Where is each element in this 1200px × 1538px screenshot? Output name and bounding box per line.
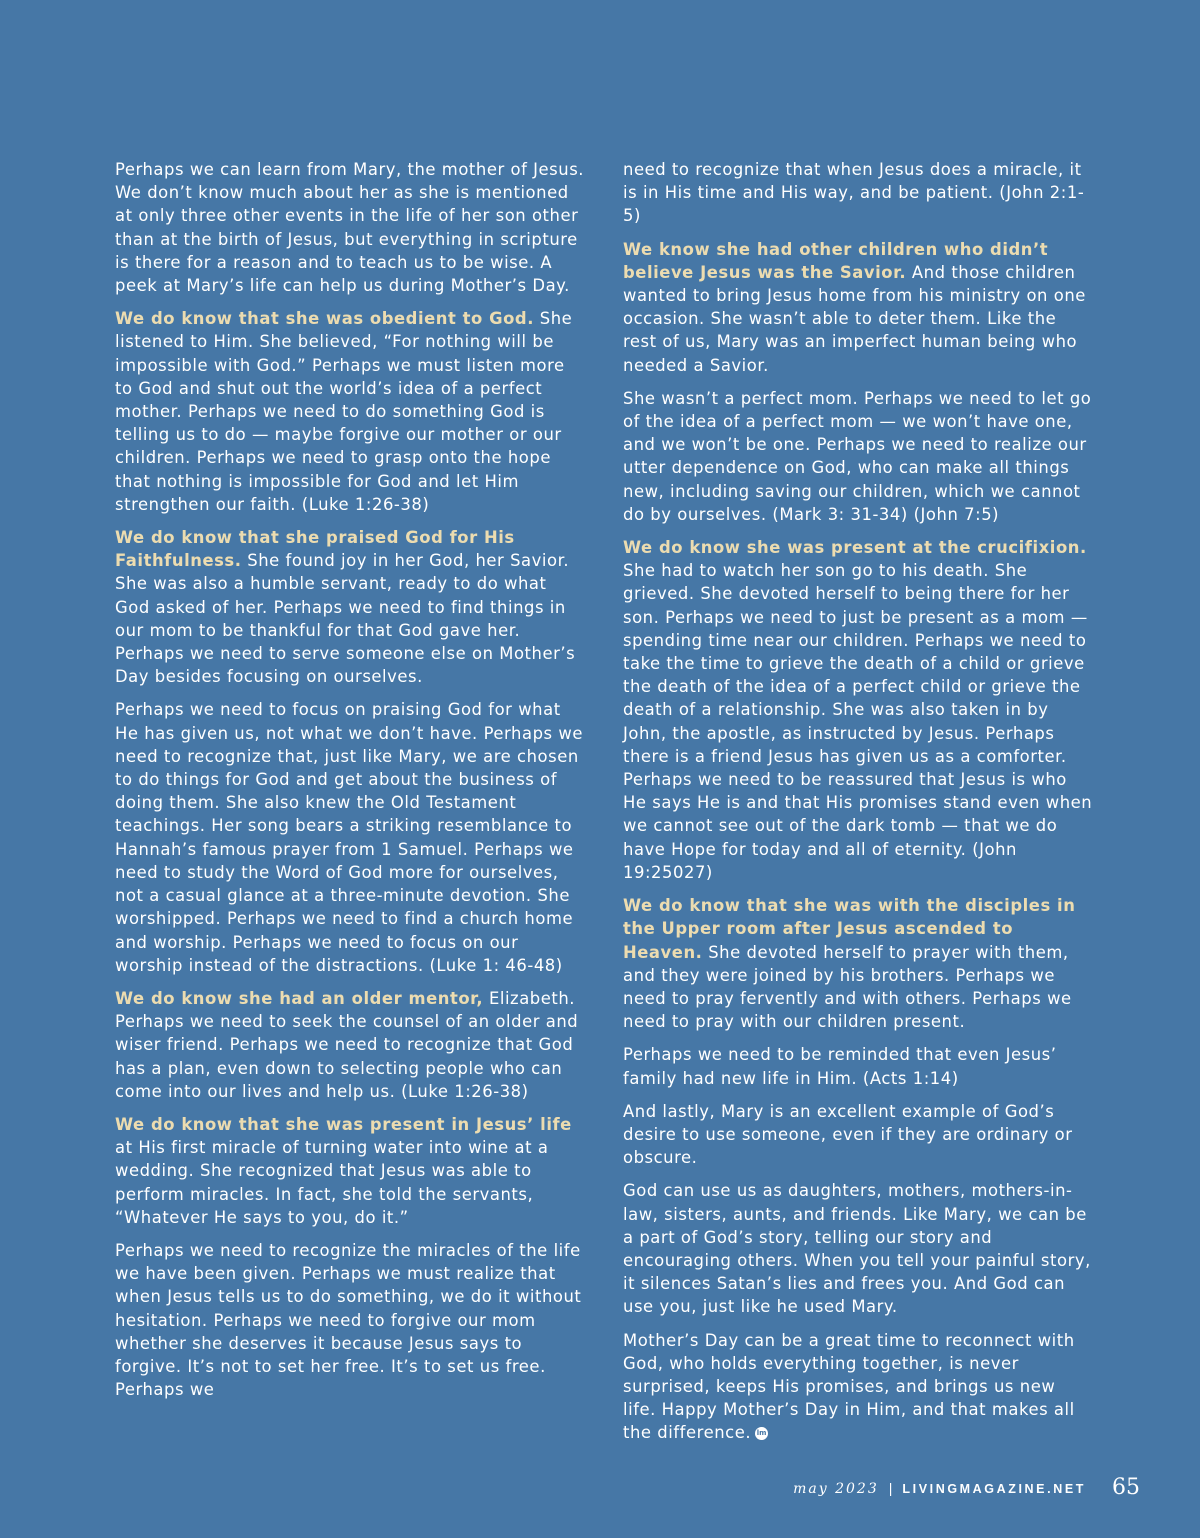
paragraph	[623, 894, 1093, 1033]
highlight-text: We do know that she was with the disciples in the Upper room after Jesus ascended to Heaven.	[623, 896, 1076, 962]
body-text: She listened to Him. She believed, “For nothing will be impossible with God.” Perhaps we must listen more to God and shut out the world’s idea of a perfect mother. Perhaps we need to do something God is telling us to do — maybe forgive our mother or our children. Perhaps we need to grasp onto the hope that nothing is impossible for God and let Him strengthen our faith. (Luke 1:26-38)	[115, 309, 573, 514]
paragraph	[623, 158, 1093, 228]
body-text: need to recognize that when Jesus does a miracle, it is in His time and His way, and be patient. (John 2:1-5)	[623, 160, 1085, 226]
body-text: God can use us as daughters, mothers, mothers-in-law, sisters, aunts, and friends. Like Mary, we can be a part of God’s story, telling our story and encouraging others. When you tell your painful story, it silences Satan’s lies and frees you. And God can use you, just like he used Mary.	[623, 1181, 1091, 1317]
page-number: 65	[1112, 1475, 1140, 1500]
paragraph	[115, 1239, 585, 1401]
paragraph	[623, 238, 1093, 377]
body-text: Perhaps we need to be reminded that even Jesus’ family had new life in Him. (Acts 1:14)	[623, 1045, 1057, 1088]
body-text: at His first miracle of turning water into wine at a wedding. She recognized that Jesus was able to perform miracles. In fact, she told the servants, “Whatever He says to you, do it.”	[115, 1138, 549, 1227]
highlight-text: We know she had other children who didn’t believe Jesus was the Savior.	[623, 239, 1049, 282]
highlight-text: We do know she was present at the crucifixion.	[623, 538, 1087, 558]
highlight-text: We do know that she was obedient to God.	[115, 309, 534, 329]
highlight-text: We do know that she praised God for His Faithfulness.	[115, 528, 515, 571]
footer-separator: |	[888, 1480, 893, 1496]
paragraph	[623, 1329, 1093, 1445]
paragraph	[115, 1113, 585, 1229]
body-text: She wasn’t a perfect mom. Perhaps we need to let go of the idea of a perfect mom — we won’t have one, and we won’t be one. Perhaps we need to realize our utter dependence on God, who can make all things new, including saving our children, which we cannot do by ourselves. (Mark 3: 31-34) (John 7:5)	[623, 388, 1092, 524]
body-text: She had to watch her son go to his death. She grieved. She devoted herself to being there for her son. Perhaps we need to just be present as a mom — spending time near our children. Perhaps we need to take the time to grieve the death of a child or grieve the death of the idea of a perfect child or grieve the death of a relationship. She was also taken in by John, the apostle, as instructed by Jesus. Perhaps there is a friend Jesus has given us as a comforter. Perhaps we need to be reassured that Jesus is who He says He is and that His promises stand even when we cannot see out of the dark tomb — that we do have Hope for today and all of eternity. (John 19:25027)	[623, 561, 1093, 882]
body-text: She devoted herself to prayer with them, and they were joined by his brothers. Perhaps we need to pray fervently and with others. Perhaps we need to pray with our children present.	[623, 942, 1072, 1032]
left-column	[115, 158, 585, 1411]
paragraph	[623, 1043, 1093, 1089]
body-text: Mother’s Day can be a great time to reconnect with God, who holds everything together, is never surprised, keeps His promises, and brings us new life. Happy Mother’s Day in Him, and that makes all the difference.	[623, 1330, 1075, 1443]
paragraph	[623, 536, 1093, 884]
right-column	[623, 158, 1093, 1455]
highlight-text: We do know that she was present in Jesus’ life	[115, 1114, 572, 1134]
page-footer	[700, 1474, 1140, 1499]
body-text: She found joy in her God, her Savior. She was also a humble servant, ready to do what God asked of her. Perhaps we need to find things in our mom to be thankful for that God gave her. Perhaps we need to serve someone else on Mother’s Day besides focusing on ourselves.	[115, 551, 576, 687]
paragraph	[623, 1179, 1093, 1318]
issue-date: may 2023	[793, 1481, 879, 1497]
paragraph	[623, 387, 1093, 526]
body-text: And lastly, Mary is an excellent example of God’s desire to use someone, even if they are ordinary or obscure.	[623, 1101, 1073, 1168]
paragraph	[115, 698, 585, 976]
paragraph	[115, 987, 585, 1103]
paragraph	[115, 158, 585, 297]
body-text: Elizabeth. Perhaps we need to seek the counsel of an older and wiser friend. Perhaps we need to recognize that God has a plan, even down to selecting people who can come into our lives and help us. (Luke 1:26-38)	[115, 988, 579, 1101]
paragraph	[115, 526, 585, 688]
highlight-text: We do know she had an older mentor,	[115, 988, 484, 1008]
paragraph	[115, 307, 585, 516]
body-text: Perhaps we can learn from Mary, the mother of Jesus. We don’t know much about her as she is mentioned at only three other events in the life of her son other than at the birth of Jesus, but everything in scripture is there for a reason and to teach us to be wise. A peek at Mary’s life can help us during Mother’s Day.	[115, 160, 585, 296]
paragraph	[623, 1100, 1093, 1170]
body-text: And those children wanted to bring Jesus home from his ministry on one occasion. She wasn’t able to deter them. Like the rest of us, Mary was an imperfect human being who needed a Savior.	[623, 262, 1086, 375]
body-text: Perhaps we need to recognize the miracles of the life we have been given. Perhaps we must realize that when Jesus tells us to do something, we do it without hesitation. Perhaps we need to forgive our mom whether she deserves it because Jesus says to forgive. It’s not to set her free. It’s to set us free. Perhaps we	[115, 1240, 582, 1400]
site-url: LIVINGMAGAZINE.NET	[902, 1482, 1086, 1496]
end-mark-icon: lm	[755, 1427, 768, 1440]
body-text: Perhaps we need to focus on praising God for what He has given us, not what we don’t have. Perhaps we need to recognize that, just like Mary, we are chosen to do things for God and get about the business of doing them. She also knew the Old Testament teachings. Her song bears a striking resemblance to Hannah’s famous prayer from 1 Samuel. Perhaps we need to study the Word of God more for ourselves, not a casual glance at a three-minute devotion. She worshipped. Perhaps we need to find a church home and worship. Perhaps we need to focus on our worship instead of the distractions. (Luke 1: 46-48)	[115, 700, 583, 975]
